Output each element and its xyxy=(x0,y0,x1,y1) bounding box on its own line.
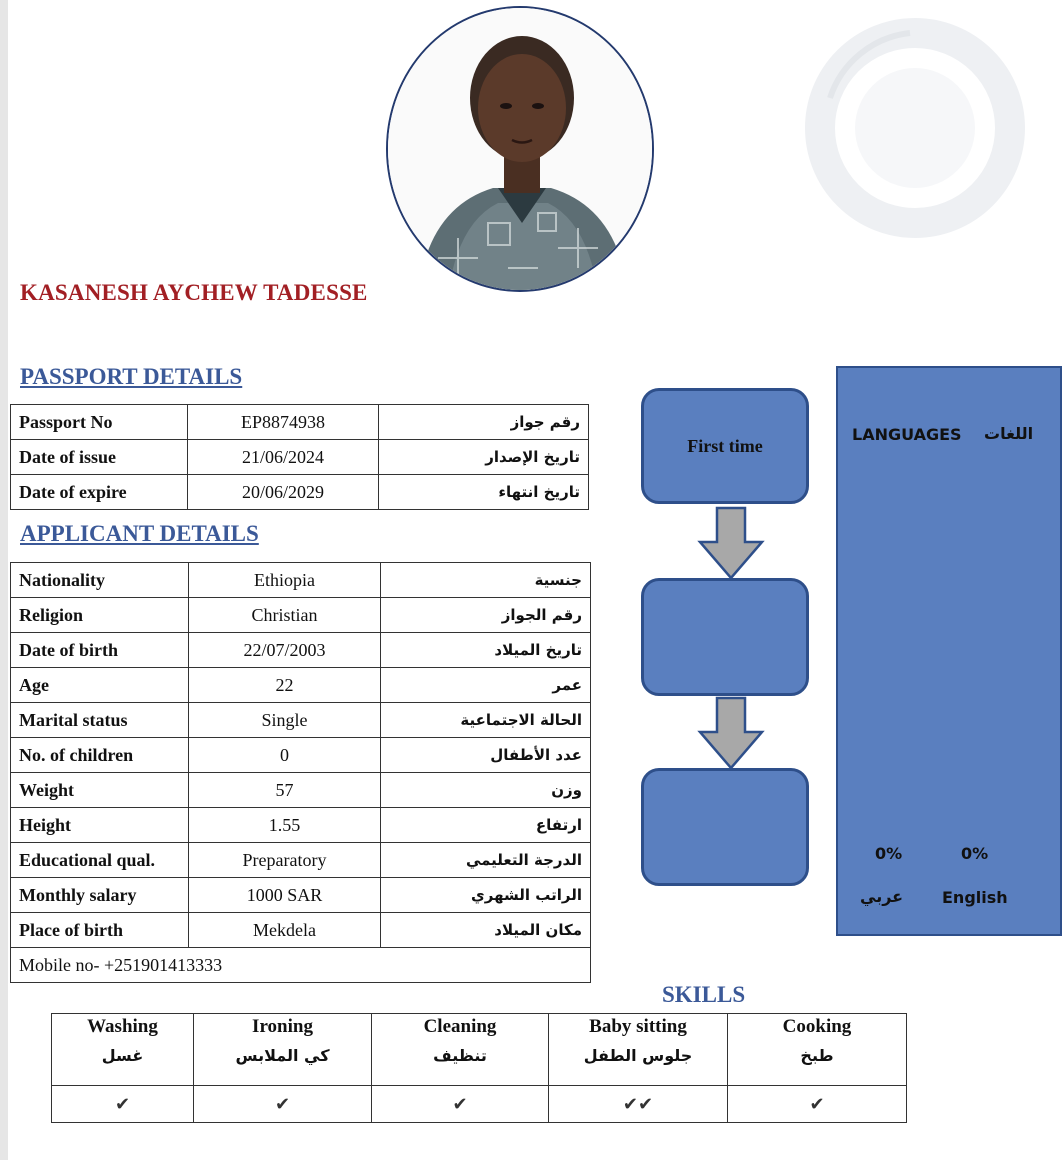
row-label: Weight xyxy=(11,773,189,808)
skill-name: Cleaning xyxy=(423,1016,497,1037)
languages-title-ar: اللغات xyxy=(984,424,1034,443)
check-icon: ✔ xyxy=(194,1086,372,1123)
check-icon: ✔ xyxy=(372,1086,549,1123)
row-value: 20/06/2029 xyxy=(188,475,379,510)
check-icon: ✔ xyxy=(728,1086,907,1123)
row-label-ar: الراتب الشهري xyxy=(381,878,591,913)
row-label: Monthly salary xyxy=(11,878,189,913)
skills-check-row xyxy=(52,1086,907,1123)
table-row xyxy=(11,773,591,808)
row-label: Religion xyxy=(11,598,189,633)
down-arrow-icon xyxy=(696,696,766,770)
mobile-number: Mobile no- +251901413333 xyxy=(11,948,591,983)
skill-name-ar: غسل xyxy=(101,1046,144,1065)
skill-name-ar: كي الملابس xyxy=(235,1046,330,1065)
table-row xyxy=(11,703,591,738)
skill-name: Washing xyxy=(87,1016,158,1037)
row-label: Height xyxy=(11,808,189,843)
table-row xyxy=(11,843,591,878)
skill-cell xyxy=(194,1014,372,1086)
row-value: 21/06/2024 xyxy=(188,440,379,475)
table-row xyxy=(11,913,591,948)
down-arrow-icon xyxy=(696,506,766,580)
row-label: No. of children xyxy=(11,738,189,773)
skill-name: Ironing xyxy=(252,1016,313,1037)
skill-cell xyxy=(728,1014,907,1086)
table-row xyxy=(11,668,591,703)
table-row xyxy=(11,563,591,598)
table-row xyxy=(11,808,591,843)
languages-panel xyxy=(836,366,1062,936)
row-label-ar: مكان الميلاد xyxy=(381,913,591,948)
page-edge xyxy=(0,0,8,1160)
row-label: Nationality xyxy=(11,563,189,598)
flow-box-second xyxy=(641,578,809,696)
table-row xyxy=(11,440,589,475)
row-value: 0 xyxy=(189,738,381,773)
english-percent: 0% xyxy=(961,844,989,863)
arabic-percent: 0% xyxy=(875,844,903,863)
row-value: 57 xyxy=(189,773,381,808)
row-label-ar: تاريخ انتهاء xyxy=(379,475,589,510)
row-value: Mekdela xyxy=(189,913,381,948)
applicant-details-title: APPLICANT DETAILS xyxy=(20,521,259,546)
row-value: 22 xyxy=(189,668,381,703)
row-label: Date of issue xyxy=(11,440,188,475)
row-value: 1.55 xyxy=(189,808,381,843)
skills-header-row xyxy=(52,1014,907,1086)
languages-title: LANGUAGES xyxy=(852,425,962,444)
skills-title: SKILLS xyxy=(662,982,746,1007)
row-label-ar: الدرجة التعليمي xyxy=(381,843,591,878)
table-row xyxy=(11,633,591,668)
passport-table xyxy=(10,404,589,510)
row-value: EP8874938 xyxy=(188,405,379,440)
applicant-name: KASANESH AYCHEW TADESSE xyxy=(20,280,368,305)
row-label: Educational qual. xyxy=(11,843,189,878)
skill-name-ar: طبخ xyxy=(800,1046,834,1065)
skill-cell xyxy=(372,1014,549,1086)
row-label-ar: جنسية xyxy=(381,563,591,598)
check-icon: ✔✔ xyxy=(549,1086,728,1123)
arabic-language-label: عربي xyxy=(860,887,904,906)
table-row xyxy=(11,475,589,510)
flow-box-third xyxy=(641,768,809,886)
table-row xyxy=(11,738,591,773)
skill-cell xyxy=(52,1014,194,1086)
row-label: Date of birth xyxy=(11,633,189,668)
applicant-table xyxy=(10,562,591,983)
row-label-ar: عمر xyxy=(381,668,591,703)
skill-name: Cooking xyxy=(782,1016,852,1037)
skill-name-ar: تنظيف xyxy=(433,1046,487,1065)
check-icon: ✔ xyxy=(52,1086,194,1123)
row-label: Marital status xyxy=(11,703,189,738)
row-label: Date of expire xyxy=(11,475,188,510)
row-label: Age xyxy=(11,668,189,703)
row-label: Place of birth xyxy=(11,913,189,948)
row-label-ar: تاريخ الإصدار xyxy=(379,440,589,475)
row-value: 1000 SAR xyxy=(189,878,381,913)
table-row xyxy=(11,405,589,440)
table-row xyxy=(11,598,591,633)
row-label-ar: وزن xyxy=(381,773,591,808)
passport-details-title: PASSPORT DETAILS xyxy=(20,364,243,389)
row-label-ar: رقم جواز xyxy=(379,405,589,440)
row-label-ar: رقم الجواز xyxy=(381,598,591,633)
row-value: Preparatory xyxy=(189,843,381,878)
watermark-logo xyxy=(790,8,1040,258)
skill-name-ar: جلوس الطفل xyxy=(583,1046,693,1065)
row-label-ar: تاريخ الميلاد xyxy=(381,633,591,668)
applicant-photo xyxy=(386,6,654,292)
skill-cell xyxy=(549,1014,728,1086)
row-label-ar: الحالة الاجتماعية xyxy=(381,703,591,738)
row-value: Christian xyxy=(189,598,381,633)
flow-box-first: First time xyxy=(641,388,809,504)
person-portrait-icon xyxy=(388,8,654,292)
row-label: Passport No xyxy=(11,405,188,440)
table-row-mobile xyxy=(11,948,591,983)
row-label-ar: ارتفاع xyxy=(381,808,591,843)
skill-name: Baby sitting xyxy=(589,1016,687,1037)
row-value: Ethiopia xyxy=(189,563,381,598)
table-row xyxy=(11,878,591,913)
row-value: 22/07/2003 xyxy=(189,633,381,668)
row-label-ar: عدد الأطفال xyxy=(381,738,591,773)
row-value: Single xyxy=(189,703,381,738)
skills-table xyxy=(51,1013,907,1123)
english-language-label: English xyxy=(942,888,1008,907)
